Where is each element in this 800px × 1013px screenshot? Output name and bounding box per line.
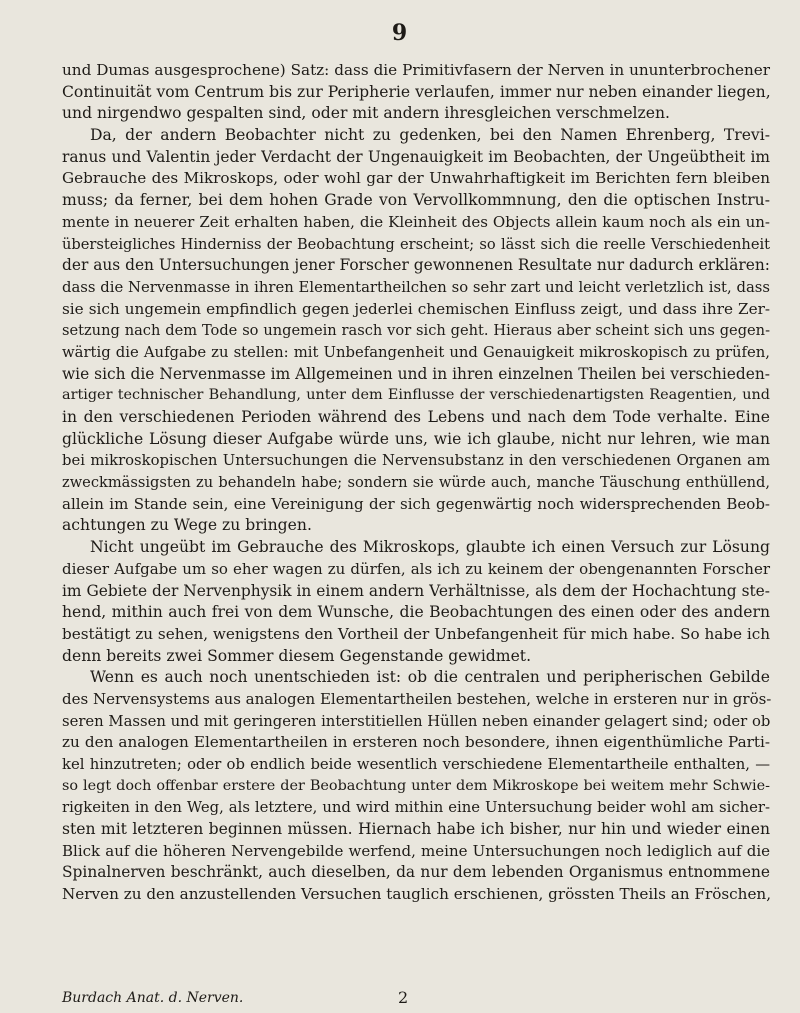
text-line: bestätigt zu sehen, wenigstens den Vortheil der Unbefangenheit für mich habe. So habe ich — [62, 624, 770, 643]
text-line: zu den analogen Elementartheilen in ersteren noch besondere, ihnen eigenthümliche Parti- — [62, 733, 770, 752]
text-line: Wenn es auch noch unentschieden ist: ob die centralen und peripherischen Gebilde — [90, 668, 770, 687]
text-line: und nirgendwo gespalten sind, oder mit andern ihresgleichen verschmelzen. — [62, 104, 670, 123]
text-line: mente in neuerer Zeit erhalten haben, die Kleinheit des Objects allein kaum noch als ein un- — [62, 212, 770, 231]
text-line: dieser Aufgabe um so eher wagen zu dürfen, als ich zu keinem der obengenannten Forscher — [62, 559, 770, 578]
text-line: übersteigliches Hinderniss der Beobachtung erscheint; so lässt sich die reelle Verschiedenheit — [62, 235, 770, 253]
body-text — [62, 60, 770, 906]
text-line: setzung nach dem Tode so ungemein rasch vor sich geht. Hieraus aber scheint sich uns gegen- — [62, 322, 770, 340]
text-line: artiger technischer Behandlung, unter dem Einflusse der verschiedenartigsten Reagentien, und — [62, 387, 770, 404]
text-line: denn bereits zwei Sommer diesem Gegenstande gewidmet. — [62, 646, 532, 665]
text-line: glückliche Lösung dieser Aufgabe würde uns, wie ich glaube, nicht nur lehren, wie man — [62, 429, 770, 448]
page-number: 9 — [391, 20, 409, 46]
sheet-mark: 2 — [398, 988, 409, 1007]
text-line: allein im Stande sein, eine Vereinigung der sich gegenwärtig noch widersprechenden Beob- — [62, 494, 770, 513]
signature-line: Burdach Anat. d. Nerven. — [62, 990, 244, 1006]
text-line: der aus den Untersuchungen jener Forscher gewonnenen Resultate nur dadurch erklären: — [62, 256, 770, 275]
text-line: Gebrauche des Mikroskops, oder wohl gar der Unwahrhaftigkeit im Berichten fern bleiben — [62, 169, 770, 188]
text-line: dass die Nervenmasse in ihren Elementartheilchen so sehr zart und leicht verletzlich ist, dass — [62, 278, 770, 296]
text-line: sie sich ungemein empfindlich gegen jederlei chemischen Einfluss zeigt, und dass ihre Zer- — [62, 299, 770, 318]
text-line: sten mit letzteren beginnen müssen. Hiernach habe ich bisher, nur hin und wieder einen — [62, 820, 770, 839]
page-footer — [62, 990, 770, 1006]
text-line: Spinalnerven beschränkt, auch dieselben, da nur dem lebenden Organismus entnommene — [62, 863, 770, 882]
text-line: Nerven zu den anzustellenden Versuchen tauglich erschienen, grössten Theils an Fröschen, — [62, 885, 772, 904]
text-line: kel hinzutreten; oder ob endlich beide wesentlich verschiedene Elementartheile enthalten, — — [62, 756, 770, 773]
text-line: im Gebiete der Nervenphysik in einem andern Verhältnisse, als dem der Hochachtung ste- — [62, 581, 770, 600]
text-line: achtungen zu Wege zu bringen. — [62, 516, 312, 535]
text-line: des Nervensystems aus analogen Elementartheilen bestehen, welche in ersteren nur in grös- — [62, 689, 772, 708]
text-line: seren Massen und mit geringeren interstitiellen Hüllen neben einander gelagert sind; oder ob — [62, 712, 771, 730]
text-line: muss; da ferner, bei dem hohen Grade von Vervollkommnung, den die optischen Instru- — [62, 191, 770, 210]
text-line: Continuität vom Centrum bis zur Peripherie verlaufen, immer nur neben einander liegen, — [62, 82, 771, 101]
text-line: wärtig die Aufgabe zu stellen: mit Unbefangenheit und Genauigkeit mikroskopisch zu prüfen, — [62, 343, 770, 361]
text-line: und Dumas ausgesprochene) Satz: dass die Primitivfasern der Nerven in ununterbrochener — [62, 61, 770, 79]
text-line: wie sich die Nervenmasse im Allgemeinen und in ihren einzelnen Theilen bei verschieden- — [62, 364, 770, 383]
text-line: in den verschiedenen Perioden während des Lebens und nach dem Tode verhalte. Eine — [62, 408, 770, 426]
text-line: bei mikroskopischen Untersuchungen die Nervensubstanz in den verschiedenen Organen am — [62, 452, 770, 470]
text-line: so legt doch offenbar erstere der Beobachtung unter dem Mikroskope bei weitem mehr Schwie- — [62, 777, 770, 794]
text-line: ranus und Valentin jeder Verdacht der Ungenauigkeit im Beobachten, der Ungeübtheit im — [62, 147, 770, 166]
text-line: hend, mithin auch frei von dem Wunsche, die Beobachtungen des einen oder des andern — [62, 603, 770, 622]
text-line: Da, der andern Beobachter nicht zu gedenken, bei den Namen Ehrenberg, Trevi- — [90, 126, 770, 145]
text-line: rigkeiten in den Weg, als letztere, und wird mithin eine Untersuchung beider wohl am sicher- — [62, 799, 770, 817]
text-line: Nicht ungeübt im Gebrauche des Mikroskops, glaubte ich einen Versuch zur Lösung — [90, 538, 770, 557]
text-line: Blick auf die höheren Nervengebilde werfend, meine Untersuchungen noch lediglich auf die — [62, 841, 770, 860]
text-line: zweckmässigsten zu behandeln habe; sondern sie würde auch, manche Täuschung enthüllend, — [62, 474, 770, 492]
